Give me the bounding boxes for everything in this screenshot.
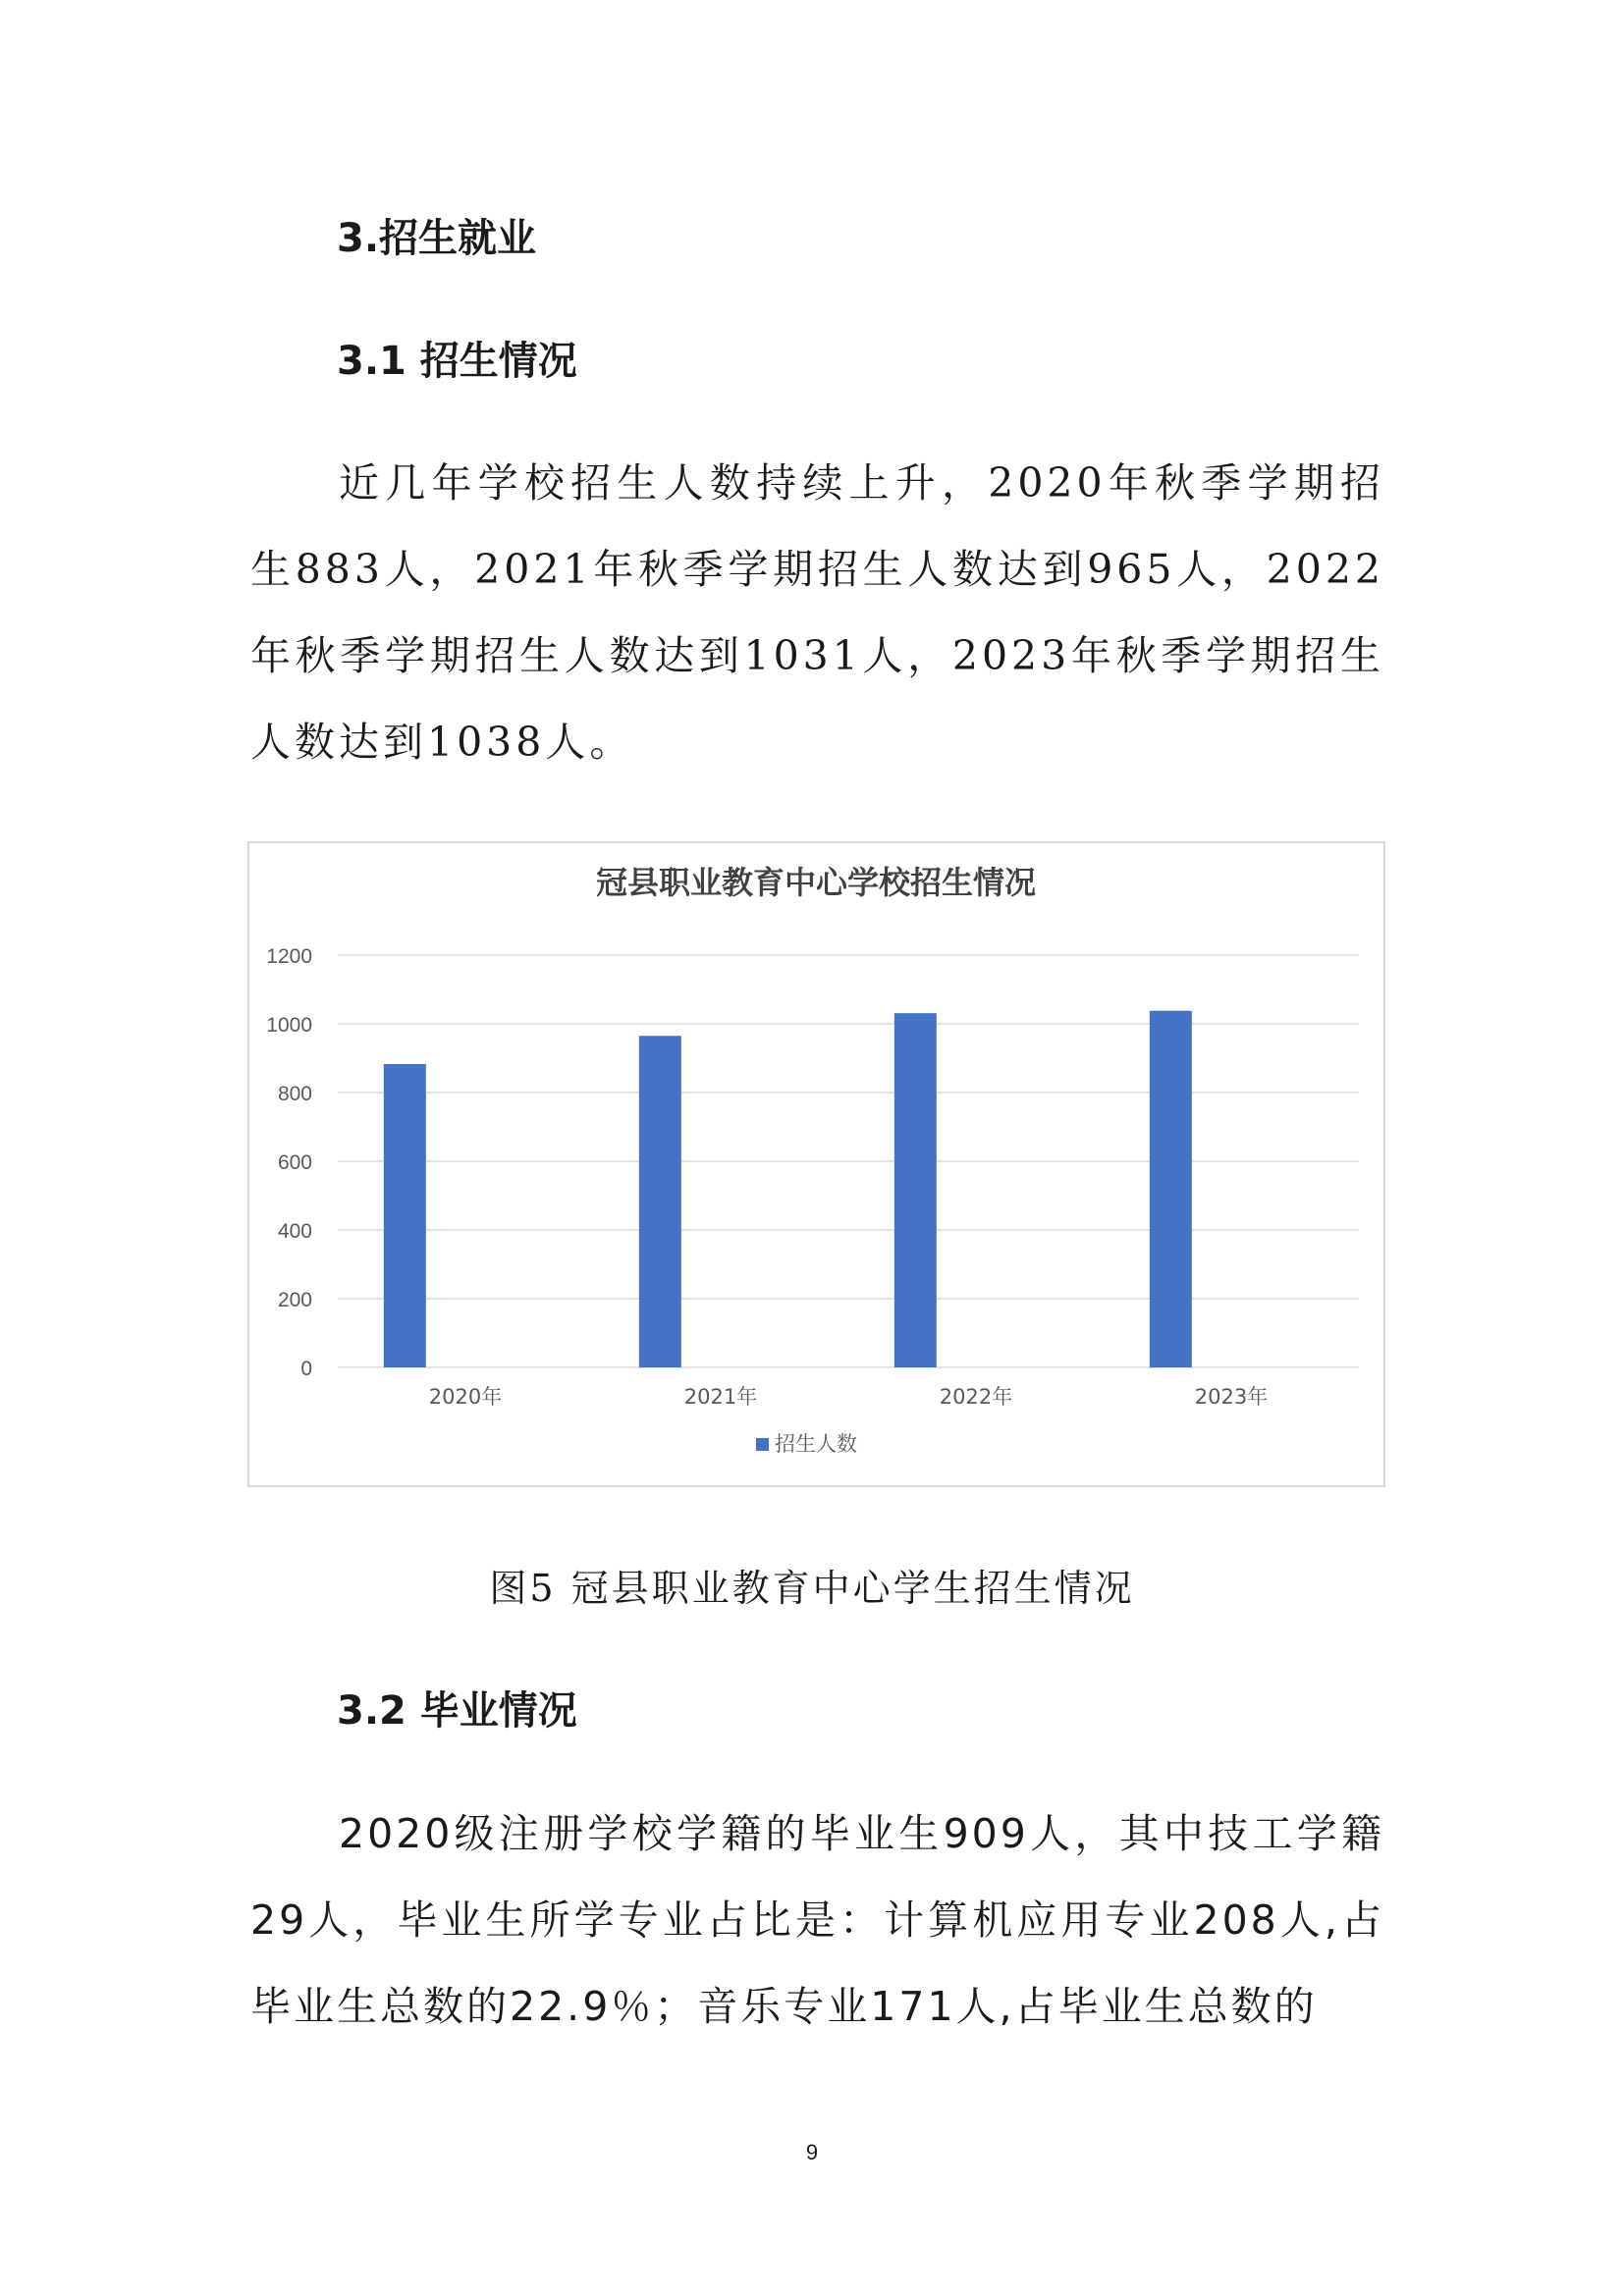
- chart-legend: [756, 1432, 857, 1456]
- bar-2020年: [384, 1064, 426, 1367]
- y-tick-label: 1000: [266, 1014, 312, 1037]
- figure-caption: 图5 冠县职业教育中心学生招生情况: [489, 1567, 1135, 1610]
- chart-gridlines: [338, 955, 1359, 1367]
- chart-bars: [384, 1011, 1192, 1367]
- x-tick-label: 2020年: [428, 1385, 503, 1409]
- subsection-title-graduation: 3.2 毕业情况: [337, 1688, 577, 1734]
- x-tick-label: 2021年: [683, 1385, 758, 1409]
- y-tick-label: 600: [277, 1151, 312, 1174]
- section-heading: 3.招生就业: [337, 216, 537, 261]
- y-tick-label: 1200: [266, 945, 312, 968]
- subsection-title-enrollment: 3.1 招生情况: [337, 339, 577, 384]
- enrollment-chart: [247, 841, 1385, 1487]
- bar-2023年: [1150, 1011, 1192, 1367]
- graduation-paragraph: 2020级注册学校学籍的毕业生909人，其中技工学籍29人，毕业生所学专业占比是：计算机应用专业208人,占毕业生总数的22.9％；音乐专业171人,占毕业生总数的: [250, 1810, 1384, 2030]
- chart-x-axis: [429, 1385, 1268, 1409]
- y-tick-label: 800: [277, 1083, 312, 1105]
- enrollment-paragraph: 近几年学校招生人数持续上升，2020年秋季学期招生883人，2021年秋季学期招生人数达到965人，2022年秋季学期招生人数达到1031人，2023年秋季学期招生人数达到1038人。: [250, 459, 1384, 766]
- bar-2021年: [639, 1036, 681, 1367]
- legend-swatch: [756, 1438, 769, 1451]
- page-number: 9: [805, 2140, 819, 2164]
- x-tick-label: 2023年: [1194, 1385, 1269, 1409]
- bar-2022年: [894, 1013, 937, 1367]
- chart-y-axis: [266, 945, 312, 1380]
- enrollment-chart-svg: [249, 843, 1383, 1485]
- chart-title: 冠县职业教育中心学校招生情况: [595, 864, 1037, 901]
- legend-label: 招生人数: [775, 1432, 857, 1456]
- y-tick-label: 200: [277, 1289, 312, 1311]
- y-tick-label: 0: [300, 1358, 312, 1380]
- y-tick-label: 400: [277, 1220, 312, 1243]
- x-tick-label: 2022年: [939, 1385, 1013, 1409]
